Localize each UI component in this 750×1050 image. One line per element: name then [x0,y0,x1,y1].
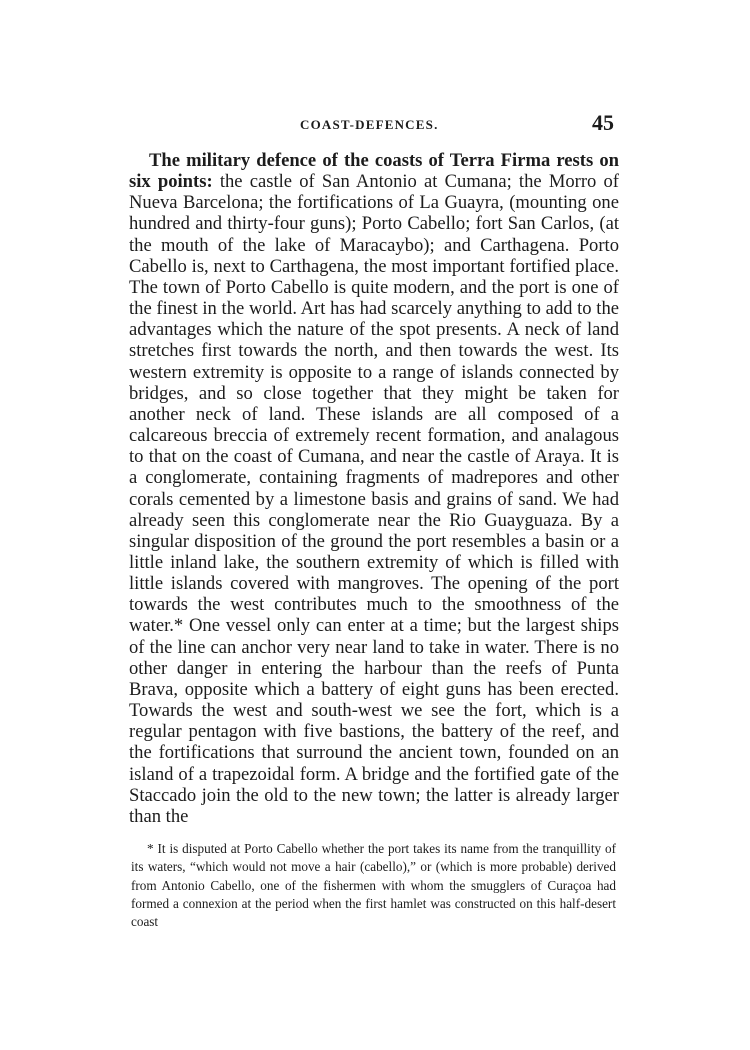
running-head: COAST-DEFENCES. [300,117,439,132]
body-paragraph [129,150,619,827]
page-number: 45 [592,110,614,135]
footnote: * It is disputed at Porto Cabello whether the port takes its name from the tranquillity of its waters, “which would not move a hair (cabello),” or (which is more probable) derived from Antonio Cabello, one of the fishermen with whom the smugglers of Curaçoa had formed a connexion at the period when the first hamlet was constructed on this half-desert coast [131,841,616,930]
paragraph-lead: The military defence of the coasts of Terra Firma rests on six points: [129,150,619,193]
paragraph-text: the castle of San Antonio at Cumana; the Morro of Nueva Barcelona; the fortifications of La Guayra, (mounting one hundred and thirty-four guns); Porto Cabello; fort San Carlos, (at the mouth of the lake of Maracaybo); and Carthagena. Porto Cabello is, next to Carthagena, the most important fortified place. The town of Porto Cabello is quite modern, and the port is one of the finest in the world. Art has had scarcely anything to add to the advantages which the nature of the spot presents. A neck of land stretches first towards the north, and then towards the west. Its western extremity is opposite to a range of islands connected by bridges, and so close together that they might be taken for another neck of land. These islands are all composed of a calcareous breccia of extremely recent formation, and analagous to that on the coast of Cumana, and near the castle of Araya. It is a conglomerate, containing fragments of madrepores and other corals cemented by a limestone basis and grains of sand. We had already seen this conglomerate near the Rio Guayguaza. By a singular disposition of the ground the port resembles a basin or a little inland lake, the southern extremity of which is filled with little islands covered with mangroves. The opening of the port towards the west contributes much to the smoothness of the water.* One vessel only can enter at a time; but the largest ships of the line can anchor very near land to take in water. There is no other danger in entering the harbour than the reefs of Punta Brava, opposite which a battery of eight guns has been erected. Towards the west and south-west we see the fort, which is a regular pentagon with five bastions, the battery of the reef, and the fortifications that surround the ancient town, founded on an island of a trapezoidal form. A bridge and the fortified gate of the Staccado join the old to the new town; the latter is already larger than the [129,171,619,827]
